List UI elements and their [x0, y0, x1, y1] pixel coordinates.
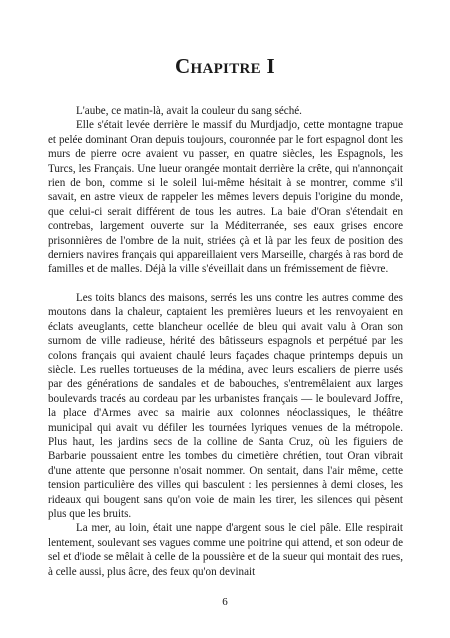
chapter-title: Chapitre I: [175, 54, 275, 78]
chapter-body: [48, 104, 403, 579]
page-number: 6: [222, 596, 228, 608]
paragraph-2: Elle s'était levée derrière le massif du Murdjadjo, cette montagne trapue et pelée dominant Oran depuis toujours, couronnée par le fort espagnol dont les murs de pierre ocre avaient vu passer, en quatre siècles, les Espagnols, les Turcs, les Français. Une lueur orangée montait derrière la crête, qui n'annonçait rien de bon, comme si le soleil lui-même hésitait à se montrer, comme s'il savait, en astre vieux de rappeler les mêmes levers depuis l'origine du monde, que celui-ci serait différent de tous les autres. La baie d'Oran s'étendait en contrebas, largement ouverte sur la Méditerranée, ses eaux grises encore prisonnières de l'ombre de la nuit, striées çà et là par les feux de position des derniers navires français qui appareillaient vers Marseille, chargés à ras bord de familles et de malles. Déjà la ville s'éveillait dans un frémissement de fièvre.: [48, 119, 403, 276]
paragraph-3: Les toits blancs des maisons, serrés les uns contre les autres comme des moutons dans la chaleur, captaient les premières lueurs et les renvoyaient en éclats aveuglants, cette blancheur ocellée de bleu qui avait valu à Oran son surnom de ville radieuse, hérité des bâtisseurs espagnols et perpétué par les colons français qui avaient chaulé leurs façades chaque printemps depuis un siècle. Les ruelles tortueuses de la médina, avec leurs escaliers de pierre usés par des générations de sandales et de babouches, s'entremêlaient aux larges boulevards tracés au cordeau par les urbanistes français — le boulevard Joffre, la place d'Armes avec sa mairie aux colonnes néoclassiques, le théâtre municipal qui avait vu défiler les tournées lyriques venues de la métropole. Plus haut, les jardins secs de la colline de Santa Cruz, où les figuiers de Barbarie poussaient entre les tombes du cimetière chrétien, tout Oran vibrait d'une attente que personne n'osait nommer. On sentait, dans l'air même, cette tension particulière des villes qui basculent : les persiennes à demi closes, les rideaux qui bougent sans qu'on voie de main les tirer, les silences qui pèsent plus que les bruits.: [48, 291, 403, 520]
paragraph-1: L'aube, ce matin-là, avait la couleur du sang séché.: [76, 105, 302, 117]
paragraph-4: La mer, au loin, était une nappe d'argent sous le ciel pâle. Elle respirait lentement, soulevant ses vagues comme une poitrine qui attend, et son odeur de sel et d'iode se mêlait à celle de la poussière et de la sueur qui montait des rues, à celle aussi, plus âcre, des feux qu'on devinait: [48, 522, 403, 578]
